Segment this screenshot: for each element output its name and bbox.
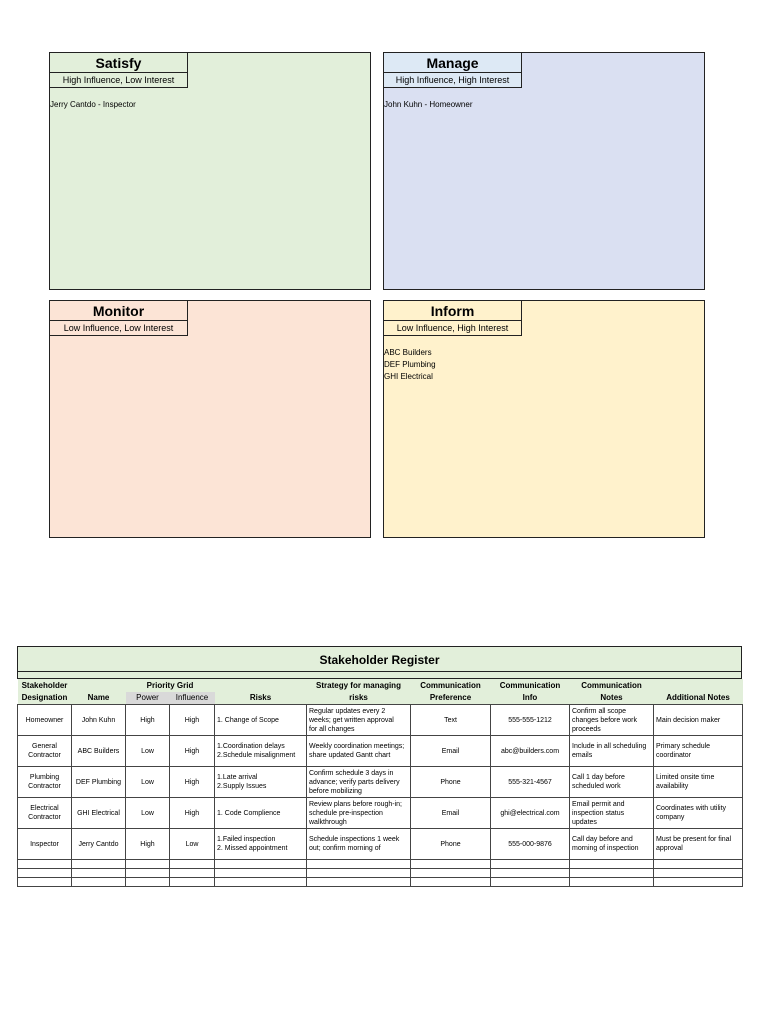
empty-cell bbox=[215, 878, 307, 887]
empty-cell bbox=[654, 878, 743, 887]
empty-cell bbox=[170, 869, 215, 878]
empty-row bbox=[18, 878, 743, 887]
header-designation: Stakeholder bbox=[18, 679, 72, 692]
cell-risks: 1.Coordination delays 2.Schedule misalignment bbox=[215, 736, 307, 767]
quadrant-inform bbox=[383, 300, 705, 538]
cell-comm-notes: Confirm all scope changes before work proceeds bbox=[570, 705, 654, 736]
cell-comm-notes: Call day before and morning of inspection bbox=[570, 829, 654, 860]
quadrant-subtitle: Low Influence, High Interest bbox=[396, 323, 509, 333]
cell-power: High bbox=[126, 705, 170, 736]
cell-power: Low bbox=[126, 736, 170, 767]
cell-name: John Kuhn bbox=[72, 705, 126, 736]
empty-cell bbox=[411, 860, 491, 869]
header-blank bbox=[654, 679, 743, 692]
quadrant-header bbox=[384, 53, 522, 88]
quadrant-subtitle: High Influence, High Interest bbox=[395, 75, 510, 85]
empty-cell bbox=[72, 878, 126, 887]
cell-power: Low bbox=[126, 798, 170, 829]
cell-comm-info: 555-321-4567 bbox=[491, 767, 570, 798]
stakeholder-entry: GHI Electrical bbox=[384, 372, 433, 381]
cell-strategy: Review plans before rough-in; schedule pre-inspection walkthrough bbox=[307, 798, 411, 829]
empty-cell bbox=[307, 860, 411, 869]
empty-cell bbox=[570, 878, 654, 887]
cell-additional-notes: Must be present for final approval bbox=[654, 829, 743, 860]
empty-cell bbox=[491, 860, 570, 869]
cell-comm-preference: Email bbox=[411, 736, 491, 767]
cell-additional-notes: Coordinates with utility company bbox=[654, 798, 743, 829]
quadrant-manage bbox=[383, 52, 705, 290]
cell-designation: Inspector bbox=[18, 829, 72, 860]
header-comm-notes: Communication bbox=[570, 679, 654, 692]
empty-cell bbox=[307, 869, 411, 878]
quadrant-items bbox=[384, 347, 436, 383]
cell-comm-preference: Phone bbox=[411, 767, 491, 798]
cell-influence: High bbox=[170, 798, 215, 829]
table-row bbox=[18, 767, 743, 798]
empty-cell bbox=[411, 869, 491, 878]
empty-cell bbox=[570, 869, 654, 878]
stakeholder-entry: John Kuhn - Homeowner bbox=[384, 100, 473, 109]
cell-strategy: Schedule inspections 1 week out; confirm morning of bbox=[307, 829, 411, 860]
empty-cell bbox=[307, 878, 411, 887]
cell-comm-preference: Phone bbox=[411, 829, 491, 860]
cell-comm-notes: Include in all scheduling emails bbox=[570, 736, 654, 767]
header-name: Name bbox=[72, 692, 126, 705]
header-blank bbox=[72, 679, 126, 692]
header-risks: Risks bbox=[215, 692, 307, 705]
empty-cell bbox=[491, 878, 570, 887]
table-row bbox=[18, 736, 743, 767]
empty-cell bbox=[215, 860, 307, 869]
cell-name: Jerry Cantdo bbox=[72, 829, 126, 860]
cell-risks: 1.Failed inspection 2. Missed appointment bbox=[215, 829, 307, 860]
empty-cell bbox=[411, 878, 491, 887]
header-designation-2: Designation bbox=[18, 692, 72, 705]
header-comm-info-2: Info bbox=[491, 692, 570, 705]
register-table bbox=[17, 679, 743, 887]
register-body bbox=[18, 705, 743, 887]
header-strategy-2: risks bbox=[307, 692, 411, 705]
header-power: Power bbox=[126, 692, 170, 705]
empty-cell bbox=[18, 878, 72, 887]
cell-influence: Low bbox=[170, 829, 215, 860]
quadrant-header bbox=[50, 301, 188, 336]
cell-designation: Homeowner bbox=[18, 705, 72, 736]
empty-cell bbox=[126, 878, 170, 887]
cell-comm-notes: Email permit and inspection status updates bbox=[570, 798, 654, 829]
cell-risks: 1.Late arrival 2.Supply Issues bbox=[215, 767, 307, 798]
cell-risks: 1. Change of Scope bbox=[215, 705, 307, 736]
empty-cell bbox=[570, 860, 654, 869]
cell-additional-notes: Main decision maker bbox=[654, 705, 743, 736]
cell-designation: General Contractor bbox=[18, 736, 72, 767]
quadrant-monitor bbox=[49, 300, 371, 538]
stakeholder-entry: DEF Plumbing bbox=[384, 360, 436, 369]
cell-comm-preference: Email bbox=[411, 798, 491, 829]
quadrant-header bbox=[384, 301, 522, 336]
cell-influence: High bbox=[170, 705, 215, 736]
cell-power: Low bbox=[126, 767, 170, 798]
header-comm-notes-2: Notes bbox=[570, 692, 654, 705]
cell-comm-info: 555-000-9876 bbox=[491, 829, 570, 860]
cell-risks: 1. Code Complience bbox=[215, 798, 307, 829]
table-row bbox=[18, 705, 743, 736]
table-row bbox=[18, 829, 743, 860]
cell-influence: High bbox=[170, 767, 215, 798]
empty-cell bbox=[654, 860, 743, 869]
cell-strategy: Weekly coordination meetings; share updated Gantt chart bbox=[307, 736, 411, 767]
cell-name: ABC Builders bbox=[72, 736, 126, 767]
register-title-gap bbox=[17, 672, 742, 679]
header-comm-pref: Communication bbox=[411, 679, 491, 692]
quadrant-satisfy bbox=[49, 52, 371, 290]
empty-cell bbox=[215, 869, 307, 878]
empty-cell bbox=[170, 860, 215, 869]
header-blank bbox=[215, 679, 307, 692]
empty-cell bbox=[18, 869, 72, 878]
cell-additional-notes: Limited onsite time availability bbox=[654, 767, 743, 798]
cell-comm-info: 555-555-1212 bbox=[491, 705, 570, 736]
cell-comm-preference: Text bbox=[411, 705, 491, 736]
empty-cell bbox=[72, 860, 126, 869]
table-row bbox=[18, 798, 743, 829]
quadrant-items bbox=[50, 99, 136, 111]
cell-comm-info: abc@builders.com bbox=[491, 736, 570, 767]
register-title: Stakeholder Register bbox=[17, 646, 742, 672]
header-strategy: Strategy for managing bbox=[307, 679, 411, 692]
empty-cell bbox=[170, 878, 215, 887]
cell-influence: High bbox=[170, 736, 215, 767]
header-influence: Influence bbox=[170, 692, 215, 705]
cell-strategy: Confirm schedule 3 days in advance; verify parts delivery before mobilizing bbox=[307, 767, 411, 798]
quadrant-title: Inform bbox=[384, 301, 521, 321]
quadrant-title: Manage bbox=[384, 53, 521, 73]
cell-comm-info: ghi@electrical.com bbox=[491, 798, 570, 829]
empty-row bbox=[18, 869, 743, 878]
quadrant-subtitle: High Influence, Low Interest bbox=[62, 75, 175, 85]
empty-cell bbox=[18, 860, 72, 869]
stakeholder-entry: Jerry Cantdo - Inspector bbox=[50, 100, 136, 109]
header-priority-grid: Priority Grid bbox=[126, 679, 215, 692]
stakeholder-register bbox=[17, 646, 742, 887]
empty-cell bbox=[491, 869, 570, 878]
empty-cell bbox=[72, 869, 126, 878]
cell-name: DEF Plumbing bbox=[72, 767, 126, 798]
quadrant-items bbox=[384, 99, 473, 111]
quadrant-header bbox=[50, 53, 188, 88]
cell-strategy: Regular updates every 2 weeks; get written approval for all changes bbox=[307, 705, 411, 736]
cell-name: GHI Electrical bbox=[72, 798, 126, 829]
header-additional-notes: Additional Notes bbox=[654, 692, 743, 705]
stakeholder-entry: ABC Builders bbox=[384, 348, 432, 357]
header-comm-info: Communication bbox=[491, 679, 570, 692]
cell-designation: Electrical Contractor bbox=[18, 798, 72, 829]
quadrant-subtitle: Low Influence, Low Interest bbox=[63, 323, 174, 333]
cell-designation: Plumbing Contractor bbox=[18, 767, 72, 798]
empty-cell bbox=[654, 869, 743, 878]
quadrant-title: Satisfy bbox=[50, 53, 187, 73]
header-comm-pref-2: Preference bbox=[411, 692, 491, 705]
cell-power: High bbox=[126, 829, 170, 860]
quadrant-title: Monitor bbox=[50, 301, 187, 321]
empty-cell bbox=[126, 869, 170, 878]
cell-additional-notes: Primary schedule coordinator bbox=[654, 736, 743, 767]
empty-cell bbox=[126, 860, 170, 869]
empty-row bbox=[18, 860, 743, 869]
cell-comm-notes: Call 1 day before scheduled work bbox=[570, 767, 654, 798]
